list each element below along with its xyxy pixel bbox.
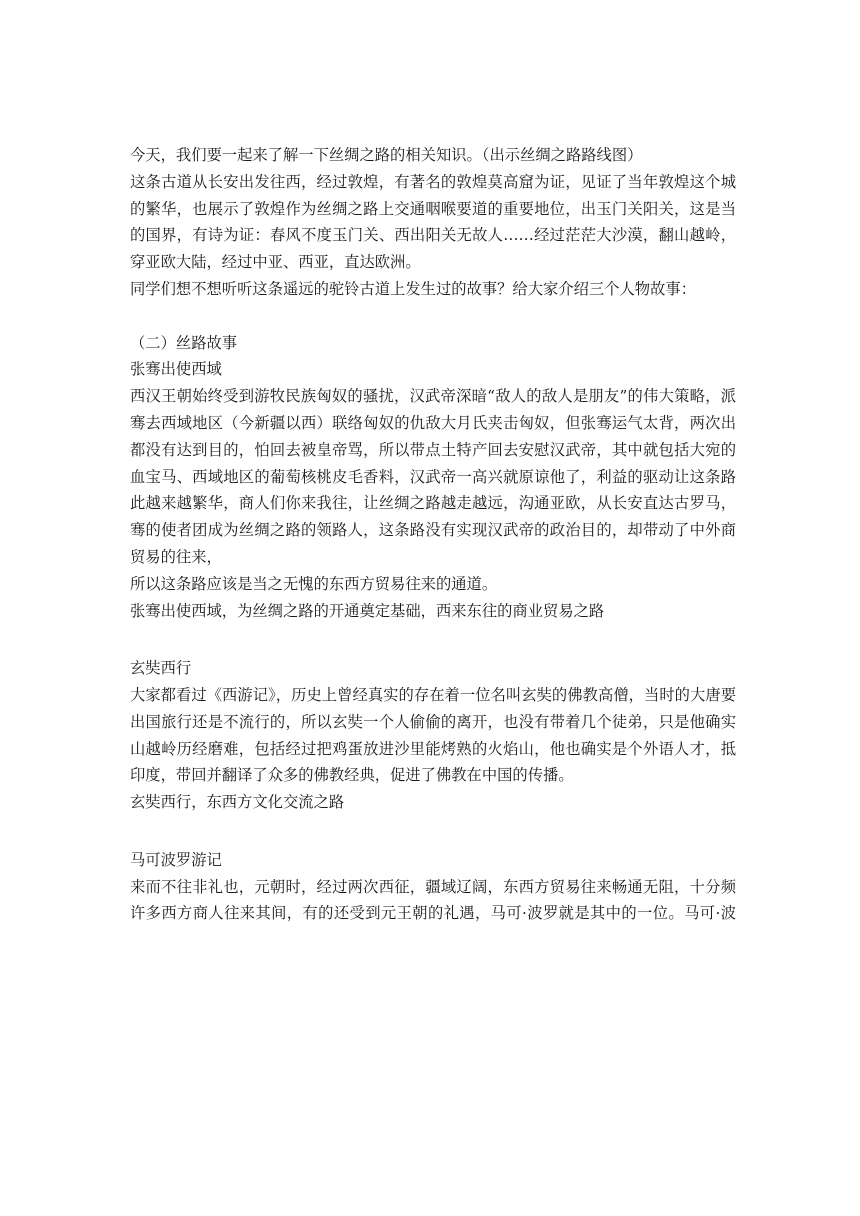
intro-paragraph-line: 穿亚欧大陆，经过中亚、西亚，直达欧洲。 [130,253,421,272]
intro-paragraph-line: 的繁华，也展示了敦煌作为丝绸之路上交通咽喉要道的重要地位，出玉门关阳关，这是当 [130,199,736,218]
story-paragraph-line: 大家都看过《西游记》，历史上曾经真实的存在着一位名叫玄奘的佛教高僧，当时的大唐要 [130,685,736,704]
story-paragraph-line: 都没有达到目的，怕回去被皇帝骂，所以带点土特产回去安慰汉武帝，其中就包括大宛的 [130,440,736,459]
story-summary: 玄奘西行，东西方文化交流之路 [130,793,345,812]
intro-paragraph-line: 这条古道从长安出发往西，经过敦煌，有著名的敦煌莫高窟为证，见证了当年敦煌这个城 [130,172,736,191]
section-heading: （二）丝路故事 [130,333,238,352]
story-title-marco-polo: 马可波罗游记 [130,850,222,869]
story-paragraph-line: 许多西方商人往来其间，有的还受到元王朝的礼遇，马可·波罗就是其中的一位。马可·波 [130,904,736,923]
story-paragraph-line: 西汉王朝始终受到游牧民族匈奴的骚扰，汉武帝深暗“敌人的敌人是朋友”的伟大策略，派 [130,387,736,406]
intro-question-line: 同学们想不想听听这条遥远的驼铃古道上发生过的故事？给大家介绍三个人物故事： [130,279,696,298]
intro-line: 今天，我们要一起来了解一下丝绸之路的相关知识。（出示丝绸之路路线图） [130,146,643,164]
story-paragraph-line: 贸易的往来， [130,547,222,566]
story-paragraph-line: 印度，带回并翻译了众多的佛教经典，促进了佛教在中国的传播。 [130,766,574,785]
story-title-xuanzang: 玄奘西行 [130,659,192,678]
story-title-zhang-qian: 张骞出使西域 [130,360,222,379]
story-line: 所以这条路应该是当之无愧的东西方贸易往来的通道。 [130,574,498,593]
story-paragraph-line: 出国旅行还是不流行的，所以玄奘一个人偷偷的离开，也没有带着几个徒弟，只是他确实 [130,712,736,731]
blank-line [130,303,736,330]
story-paragraph-line: 血宝马、西域地区的葡萄核桃皮毛香料，汉武帝一高兴就原谅他了，利益的驱动让这条路 [130,467,736,486]
story-paragraph-line: 山越岭历经磨难，包括经过把鸡蛋放进沙里能烤熟的火焰山，他也确实是个外语人才，抵 [130,739,736,758]
story-paragraph-line: 骞去西域地区（今新疆以西）联络匈奴的仇敌大月氏夹击匈奴，但张骞运气太背，两次出 [130,413,736,432]
story-paragraph-line: 骞的使者团成为丝绸之路的领路人，这条路没有实现汉武帝的政治目的，却带动了中外商 [130,521,736,540]
story-paragraph-line: 来而不往非礼也，元朝时，经过两次西征，疆域辽阔，东西方贸易往来畅通无阻，十分频 [130,877,736,896]
story-paragraph-line: 此越来越繁华，商人们你来我往，让丝绸之路越走越远，沟通亚欧，从长安直达古罗马， [130,494,736,513]
story-summary: 张骞出使西域，为丝绸之路的开通奠定基础，西来东往的商业贸易之路 [130,601,605,620]
blank-line [130,816,736,843]
blank-line [130,624,736,651]
intro-paragraph-line: 的国界，有诗为证：春风不度玉门关、西出阳关无故人……经过茫茫大沙漠，翻山越岭， [130,226,736,245]
document-body [130,142,736,927]
